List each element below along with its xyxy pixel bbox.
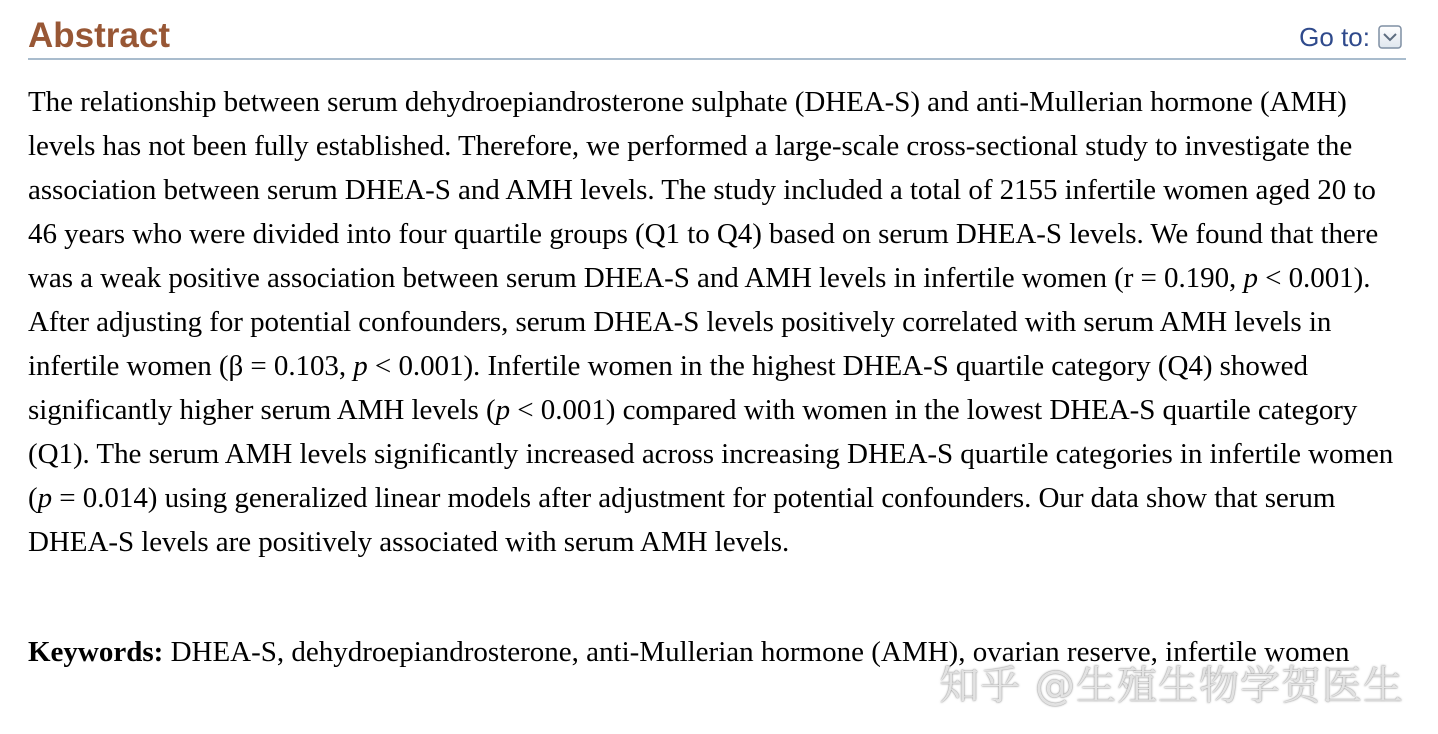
abstract-text-5: = 0.014) using generalized linear models after adjustment for potential confounders. Our data show that serum DHEA-S levels are positively associated with serum AMH levels. <box>28 482 1336 558</box>
keywords-label: Keywords: <box>28 636 164 668</box>
section-header <box>28 12 1406 60</box>
p-value-symbol: p <box>495 394 511 426</box>
abstract-paragraph <box>28 80 1408 564</box>
abstract-text-1: The relationship between serum dehydroepiandrosterone sulphate (DHEA-S) and anti-Mullerian hormone (AMH) levels has not been fully established. Therefore, we performed a large-scale cross-sectional study to investigate the association between serum DHEA-S and AMH levels. The study included a total of 2155 infertile women aged 20 to 46 years who were divided into four quartile groups (Q1 to Q4) based on serum DHEA-S levels. We found that there was a weak positive association between serum DHEA-S and AMH levels in infertile women (r = 0.190, <box>28 86 1379 294</box>
goto-label[interactable]: Go to: <box>1299 22 1370 52</box>
keywords-list: DHEA-S, dehydroepiandrosterone, anti-Mullerian hormone (AMH), ovarian reserve, infertile women <box>163 636 1350 668</box>
abstract-text-3: < 0.001). Infertile women in the highest DHEA-S quartile category (Q4) showed significantly higher serum AMH levels ( <box>28 350 1308 426</box>
chevron-down-icon[interactable] <box>1378 25 1402 49</box>
abstract-text-4: < 0.001) compared with women in the lowest DHEA-S quartile category (Q1). The serum AMH levels significantly increased across increasing DHEA-S quartile categories in infertile women ( <box>28 394 1394 514</box>
p-value-symbol: p <box>353 350 368 382</box>
p-value-symbol: p <box>1243 262 1258 294</box>
abstract-text-2: < 0.001). After adjusting for potential confounders, serum DHEA-S levels positively correlated with serum AMH levels in infertile women (β = 0.103, <box>28 262 1371 382</box>
section-title: Abstract <box>28 16 170 55</box>
watermark: 知乎 @生殖生物学贺医生 <box>939 663 1404 709</box>
p-value-symbol: p <box>37 482 53 514</box>
goto-menu[interactable] <box>1299 22 1402 52</box>
